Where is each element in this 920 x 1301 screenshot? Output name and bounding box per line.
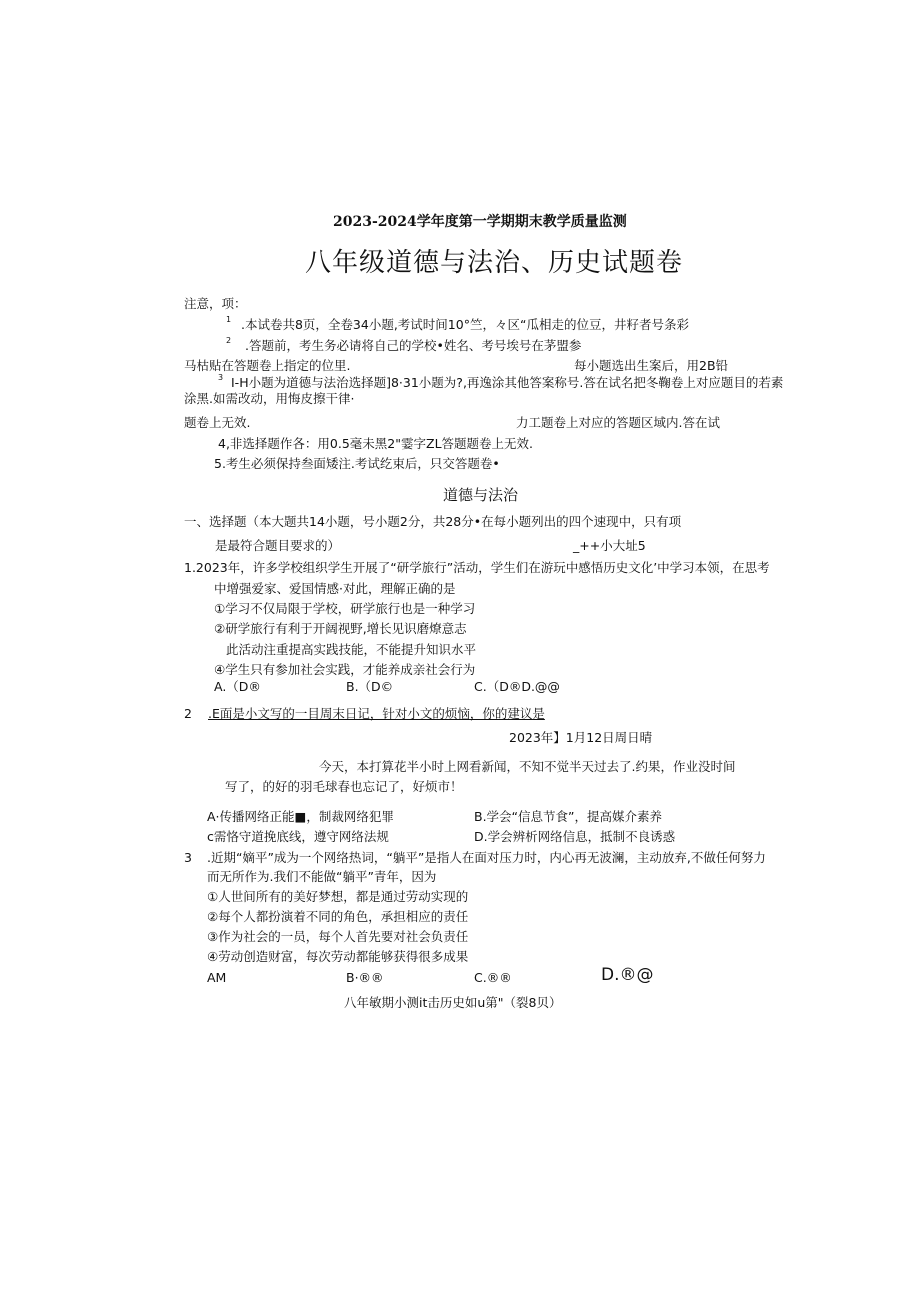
answer-option-a: A·传播网络正能■，制裁网络犯罪 bbox=[207, 809, 394, 824]
notice-line: 涂黑.如需改动，用悔皮擦干律· bbox=[184, 391, 355, 406]
question-number: 2 bbox=[184, 706, 192, 721]
notice-line: I-H小题为道德与法治选择题]8·31小题为?,再逸涂其他答案称号.答在试名把冬鞠卷上对应题目的若素 bbox=[231, 375, 784, 390]
question-statement: ②每个人都扮演着不同的角色，承担相应的责任 bbox=[207, 909, 469, 924]
answer-option-d: D.®@ bbox=[601, 965, 654, 985]
notice-line: 每小题选出生案后，用2B铅 bbox=[574, 358, 729, 373]
exam-subtitle: 2023-2024学年度第一学期期末教学质量监测 bbox=[333, 214, 627, 230]
notice-line: 题卷上无效. bbox=[184, 415, 251, 430]
question-stem: 而无所作为.我们不能做“躺平”青年，因为 bbox=[207, 869, 437, 884]
answer-option-d: D.学会辨析网络信息，抵制不良诱惑 bbox=[474, 829, 676, 844]
question-stem: .近期“嫡平”成为一个网络热词，“躺平”是指人在面对压力时，内心再无波澜，主动放弃,不做任何努力 bbox=[207, 850, 766, 865]
answer-option-c: C.（D®D.@@ bbox=[474, 679, 560, 694]
notice-line: .答题前，考生务必请将自己的学校•姓名、考号埃号在茅盟参 bbox=[245, 338, 582, 353]
question-statement: ③作为社会的一员，每个人首先要对社会负责任 bbox=[207, 929, 469, 944]
question-statement: ①学习不仅局限于学校，研学旅行也是一种学习 bbox=[214, 601, 476, 616]
question-statement: 此活动注重提高实践技能，不能提升知识水平 bbox=[226, 642, 477, 657]
diary-text: 今天，本打算花半小时上网看新闻，不知不觉半天过去了.约果，作业没时间 bbox=[319, 759, 736, 774]
question-statement: ②研学旅行有利于开阔视野,增长见识磨燎意志 bbox=[214, 621, 467, 636]
answer-option-b: B.（D© bbox=[346, 679, 394, 694]
question-statement: ④学生只有参加社会实践，才能养成亲社会行为 bbox=[214, 662, 476, 677]
section-heading-note: _++小大址5 bbox=[573, 538, 646, 553]
answer-option-a: A.（D® bbox=[214, 679, 261, 694]
question-stem: 中增强爱家、爱国情感·对此，理解正确的是 bbox=[214, 581, 456, 596]
question-number: 3 bbox=[184, 850, 192, 865]
notice-label: 注意，项： bbox=[184, 296, 247, 311]
notice-item-number: 3 bbox=[218, 373, 224, 382]
answer-option-b: B·®® bbox=[346, 970, 384, 985]
section-title: 道德与法治 bbox=[443, 486, 519, 504]
section-heading-continued: 是最符合题目要求的） bbox=[215, 538, 341, 553]
diary-text: 写了，的好的羽毛球春也忘记了，好烦市！ bbox=[225, 779, 463, 794]
notice-line: .本试卷共8页，全卷34小题,考试时间10°竺，々区“瓜相走的位豆，井籽者号条彩 bbox=[241, 317, 689, 332]
notice-line: 4,非选择题作各：用0.5毫未黑2"霎字ZL答题题卷上无效. bbox=[218, 436, 534, 451]
question-stem: .E面是小文写的一目周末日记，针对小文的烦恼，你的建议是 bbox=[208, 706, 545, 721]
notice-line: 力工题卷上对应的答题区域内.答在试 bbox=[516, 415, 720, 430]
exam-title: 八年级道德与法治、历史试题卷 bbox=[305, 248, 684, 278]
notice-line: 马枯贴在答题卷上指定的位里. bbox=[184, 358, 351, 373]
answer-option-c: c需恪守道挽底线，遵守网络法规 bbox=[207, 829, 389, 844]
question-statement: ④劳动创造财富，每次劳动都能够获得很多成果 bbox=[207, 949, 469, 964]
answer-option-b: B.学会“信息节食”，提高媒介素养 bbox=[474, 809, 663, 824]
question-statement: ①人世间所有的美好梦想，都是通过劳动实现的 bbox=[207, 889, 469, 904]
page-footer: 八年敏期小测it击历史如u第"（裂8贝） bbox=[344, 995, 562, 1010]
section-heading: 一、选择题（本大题共14小题，号小题2分，共28分•在每小题列出的四个速现中，只有项 bbox=[184, 514, 682, 529]
notice-item-number: 2 bbox=[226, 336, 232, 345]
answer-option-a: AM bbox=[207, 970, 227, 985]
notice-line: 5.考生必须保持叁面矮注.考试纥束后，只交答题卷• bbox=[214, 456, 500, 471]
diary-date: 2023年】1月12日周日晴 bbox=[509, 730, 653, 745]
question-stem: 1.2023年，许多学校组织学生开展了“研学旅行”活动，学生们在游玩中感悟历史文化’中学习本领，在思考 bbox=[184, 560, 770, 575]
answer-option-c: C.®® bbox=[474, 970, 512, 985]
notice-item-number: 1 bbox=[226, 315, 232, 324]
